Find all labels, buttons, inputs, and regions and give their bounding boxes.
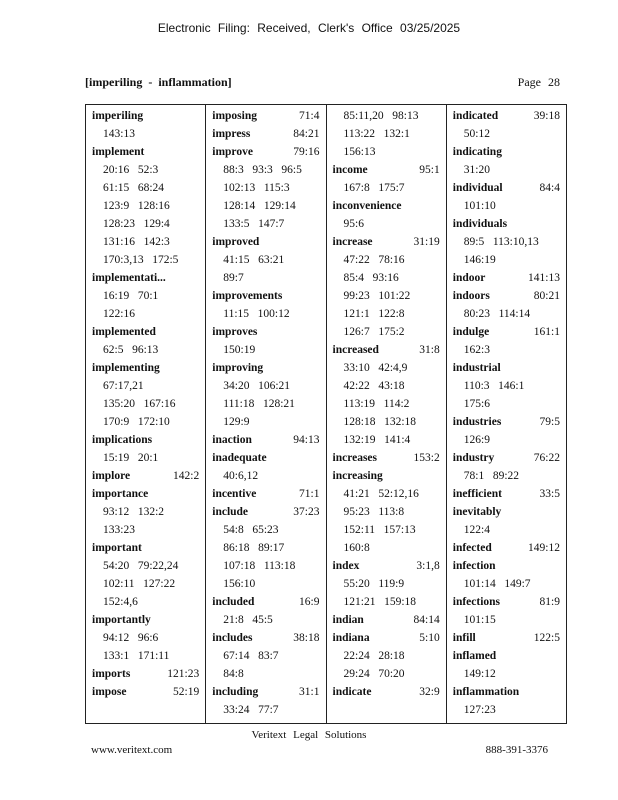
index-first-reference: 142:2 <box>173 470 200 482</box>
index-entry <box>212 485 319 503</box>
index-entry-header <box>92 611 199 629</box>
index-page-references: 113:22 132:1 <box>343 128 410 140</box>
index-entry-header <box>453 323 560 341</box>
index-term: implementati... <box>92 272 166 284</box>
index-page-references: 132:19 141:4 <box>343 434 411 446</box>
index-entry-header <box>212 485 319 503</box>
page-number: Page 28 <box>517 75 560 89</box>
index-term: imperiling <box>92 110 144 122</box>
word-index-grid <box>85 104 567 724</box>
index-column-1 <box>86 105 206 723</box>
index-page-references: 111:18 128:21 <box>223 398 295 410</box>
index-page-references: 93:12 132:2 <box>103 506 165 518</box>
index-page-references: 152:4,6 <box>103 596 138 608</box>
index-entry <box>92 683 199 701</box>
index-first-reference: 31:1 <box>299 686 320 698</box>
index-entry <box>92 323 199 359</box>
index-page-references: 99:23 101:22 <box>343 290 411 302</box>
index-term: index <box>332 560 360 572</box>
index-entry-header <box>453 449 560 467</box>
index-entry-header <box>92 683 199 701</box>
index-page-references: 126:7 175:2 <box>343 326 405 338</box>
index-entry-header <box>92 665 199 683</box>
index-entry <box>92 485 199 539</box>
index-entry-header <box>212 431 319 449</box>
index-entry-header <box>453 557 560 575</box>
index-page-references: 41:15 63:21 <box>223 254 285 266</box>
index-entry <box>212 125 319 143</box>
index-entry <box>453 107 560 143</box>
index-entry-header <box>333 341 440 359</box>
index-page-references: 84:8 <box>223 668 244 680</box>
index-page-references: 94:12 96:6 <box>103 632 159 644</box>
index-entry <box>453 323 560 359</box>
index-page-references: 128:14 129:14 <box>223 200 296 212</box>
index-term: increase <box>332 236 373 248</box>
index-page-references: 89:7 <box>223 272 244 284</box>
index-entry <box>333 161 440 197</box>
index-entry-header <box>212 629 319 647</box>
index-entry <box>453 485 560 503</box>
index-entry-header <box>453 503 560 521</box>
index-first-reference: 84:4 <box>539 182 560 194</box>
index-term: inaction <box>212 434 252 446</box>
index-entry <box>92 431 199 467</box>
index-page-references: 54:8 65:23 <box>223 524 279 536</box>
index-term: impress <box>212 128 251 140</box>
index-entry-header <box>92 539 199 557</box>
index-term: infection <box>452 560 496 572</box>
index-entry-header <box>453 287 560 305</box>
index-column-3 <box>327 105 447 723</box>
index-page-references: 156:13 <box>343 146 376 158</box>
index-term: income <box>332 164 368 176</box>
index-page-references: 121:1 122:8 <box>343 308 405 320</box>
index-entry <box>333 611 440 629</box>
index-term: inflammation <box>452 686 520 698</box>
index-entry <box>92 107 199 143</box>
index-page-references: 33:24 77:7 <box>223 704 279 716</box>
index-first-reference: 52:19 <box>173 686 200 698</box>
index-page-references: 101:15 <box>463 614 496 626</box>
index-page-references: 78:1 89:22 <box>463 470 520 482</box>
index-page-references: 113:19 114:2 <box>343 398 410 410</box>
index-first-reference: 81:9 <box>539 596 560 608</box>
index-first-reference: 31:19 <box>413 236 440 248</box>
index-entry-header <box>333 611 440 629</box>
index-page-references: 41:21 52:12,16 <box>343 488 419 500</box>
index-page-references: 61:15 68:24 <box>103 182 165 194</box>
index-page-references: 122:16 <box>103 308 135 320</box>
index-term: indoors <box>452 290 490 302</box>
index-page-references: 54:20 79:22,24 <box>103 560 179 572</box>
index-term: imports <box>92 668 131 680</box>
index-entry-header <box>212 107 319 125</box>
index-first-reference: 84:21 <box>293 128 320 140</box>
index-entry-header <box>212 125 319 143</box>
index-entry-header <box>333 161 440 179</box>
index-entry <box>333 683 440 701</box>
index-entry-header <box>453 629 560 647</box>
index-entry-header <box>453 143 560 161</box>
index-page-references: 156:10 <box>223 578 256 590</box>
index-entry <box>212 233 319 287</box>
index-entry <box>212 593 319 629</box>
index-first-reference: 80:21 <box>533 290 560 302</box>
index-column-4 <box>447 105 566 723</box>
index-page-references: 110:3 146:1 <box>463 380 525 392</box>
index-entry <box>333 233 440 341</box>
index-entry-header <box>92 269 199 287</box>
index-term: impose <box>92 686 127 698</box>
index-term: inadequate <box>212 452 267 464</box>
index-term: industry <box>452 452 495 464</box>
index-term: inflamed <box>452 650 497 662</box>
index-entry <box>333 341 440 449</box>
index-first-reference: 95:1 <box>419 164 440 176</box>
index-first-reference: 79:5 <box>539 416 560 428</box>
index-term: importance <box>92 488 149 500</box>
index-page-references: 102:13 115:3 <box>223 182 290 194</box>
index-page-references: 146:19 <box>463 254 496 266</box>
index-first-reference: 141:13 <box>528 272 560 284</box>
index-entry <box>212 449 319 485</box>
index-page-references: 101:10 <box>463 200 496 212</box>
index-entry-header <box>92 467 199 485</box>
index-term: indiana <box>332 632 370 644</box>
index-term: infected <box>452 542 492 554</box>
index-page-references: 21:8 45:5 <box>223 614 273 626</box>
index-entry-header <box>453 647 560 665</box>
index-first-reference: 84:14 <box>413 614 440 626</box>
index-page-references: 29:24 70:20 <box>343 668 405 680</box>
index-page-references: 143:13 <box>103 128 135 140</box>
index-page-references: 107:18 113:18 <box>223 560 296 572</box>
index-entry <box>212 107 319 125</box>
index-page-references: 133:23 <box>103 524 135 536</box>
index-entry-header <box>333 233 440 251</box>
index-entry <box>453 683 560 719</box>
index-page-references: 86:18 89:17 <box>223 542 285 554</box>
index-entry-header <box>212 503 319 521</box>
index-page-references: 67:17,21 <box>103 380 144 392</box>
index-first-reference: 31:8 <box>419 344 440 356</box>
index-entry-header <box>92 143 199 161</box>
index-page-references: 95:23 113:8 <box>343 506 405 518</box>
index-term: inconvenience <box>332 200 402 212</box>
index-entry <box>453 413 560 449</box>
index-page-references: 62:5 96:13 <box>103 344 159 356</box>
footer-company: Veritext Legal Solutions <box>251 729 367 741</box>
index-entry <box>453 449 560 485</box>
index-term: increases <box>332 452 378 464</box>
index-entry <box>333 467 440 557</box>
index-page-references: 31:20 <box>463 164 490 176</box>
index-page-references: 34:20 106:21 <box>223 380 291 392</box>
index-page-references: 122:4 <box>463 524 490 536</box>
index-page-references: 88:3 93:3 96:5 <box>223 164 302 176</box>
index-entry-header <box>212 359 319 377</box>
index-term: industries <box>452 416 502 428</box>
index-first-reference: 16:9 <box>299 596 320 608</box>
index-term: individuals <box>452 218 508 230</box>
index-entry-header <box>453 179 560 197</box>
index-entry <box>212 629 319 683</box>
index-page-references: 22:24 28:18 <box>343 650 405 662</box>
index-page-references: 101:14 149:7 <box>463 578 531 590</box>
index-page-references: 40:6,12 <box>223 470 259 482</box>
index-entry <box>92 539 199 611</box>
index-entry-header <box>212 323 319 341</box>
index-term: incentive <box>212 488 257 500</box>
index-first-reference: 33:5 <box>539 488 560 500</box>
index-entry-header <box>212 233 319 251</box>
index-term: improved <box>212 236 260 248</box>
index-term: improvements <box>212 290 283 302</box>
index-entry-header <box>333 449 440 467</box>
index-entry-header <box>212 287 319 305</box>
filing-stamp: Electronic Filing: Received, Clerk's Office 03/25/2025 <box>157 21 461 35</box>
index-entry <box>453 593 560 629</box>
index-column-2 <box>206 105 326 723</box>
index-term: individual <box>452 182 503 194</box>
index-term: important <box>92 542 142 554</box>
index-entry <box>453 143 560 179</box>
index-entry <box>333 449 440 467</box>
index-term: implement <box>92 146 145 158</box>
index-page-references: 89:5 113:10,13 <box>463 236 539 248</box>
index-page-references: 133:5 147:7 <box>223 218 285 230</box>
index-entry-header <box>453 269 560 287</box>
index-page-references: 133:1 171:11 <box>103 650 170 662</box>
index-entry-header <box>453 683 560 701</box>
index-page-references: 121:21 159:18 <box>343 596 417 608</box>
index-page-references: 42:22 43:18 <box>343 380 405 392</box>
index-page-references: 85:4 93:16 <box>343 272 399 284</box>
index-page-references: 123:9 128:16 <box>103 200 170 212</box>
index-entry-header <box>92 431 199 449</box>
footer-phone: 888-391-3376 <box>485 744 548 756</box>
index-term: importantly <box>92 614 151 626</box>
index-term: inevitably <box>452 506 502 518</box>
index-term: implore <box>92 470 131 482</box>
index-range-label: [imperiling - inflammation] <box>85 75 232 89</box>
index-entry-header <box>453 593 560 611</box>
index-page-references: 50:12 <box>463 128 490 140</box>
index-entry-header <box>92 485 199 503</box>
index-first-reference: 3:1,8 <box>416 560 440 572</box>
index-entry <box>92 665 199 683</box>
index-first-reference: 121:23 <box>167 668 200 680</box>
index-entry-header <box>333 683 440 701</box>
index-term: includes <box>212 632 253 644</box>
index-first-reference: 37:23 <box>293 506 320 518</box>
index-page-references: 170:9 172:10 <box>103 416 170 428</box>
index-entry <box>453 269 560 287</box>
index-term: indoor <box>452 272 486 284</box>
index-term: imposing <box>212 110 257 122</box>
index-term: indian <box>332 614 364 626</box>
index-term: including <box>212 686 259 698</box>
index-page-references: 95:6 <box>343 218 364 230</box>
index-entry-header <box>333 629 440 647</box>
index-first-reference: 161:1 <box>533 326 560 338</box>
index-term: indicated <box>452 110 499 122</box>
index-page-references: 149:12 <box>463 668 496 680</box>
index-page-references: 131:16 142:3 <box>103 236 170 248</box>
index-first-reference: 5:10 <box>419 632 440 644</box>
index-entry <box>453 539 560 557</box>
index-term: inefficient <box>452 488 502 500</box>
index-page-references: 129:9 <box>223 416 250 428</box>
index-term: indicate <box>332 686 372 698</box>
index-entry-header <box>333 557 440 575</box>
index-entry-header <box>92 107 199 125</box>
index-entry-header <box>453 413 560 431</box>
index-page-references: 85:11,20 98:13 <box>343 110 419 122</box>
index-page-references: 47:22 78:16 <box>343 254 405 266</box>
index-entry <box>212 287 319 323</box>
index-page-references: 135:20 167:16 <box>103 398 176 410</box>
index-first-reference: 94:13 <box>293 434 320 446</box>
index-entry <box>333 557 440 611</box>
index-entry-header <box>333 467 440 485</box>
index-page-references: 126:9 <box>463 434 490 446</box>
index-entry <box>453 179 560 215</box>
index-entry-header <box>212 449 319 467</box>
index-page-references: 33:10 42:4,9 <box>343 362 408 374</box>
index-entry <box>92 611 199 665</box>
index-page-references: 150:19 <box>223 344 256 356</box>
index-entry <box>92 359 199 431</box>
index-entry-header <box>453 107 560 125</box>
index-term: implementing <box>92 362 160 374</box>
index-term: improve <box>212 146 253 158</box>
index-entry <box>92 269 199 323</box>
index-term: implications <box>92 434 153 446</box>
index-term: increasing <box>332 470 383 482</box>
index-entry <box>212 323 319 359</box>
index-page-references: 80:23 114:14 <box>463 308 531 320</box>
index-first-reference: 71:1 <box>299 488 320 500</box>
index-page-references: 16:19 70:1 <box>103 290 159 302</box>
footer-website: www.veritext.com <box>91 744 173 756</box>
index-term: indulge <box>452 326 490 338</box>
index-page-references: 160:8 <box>343 542 370 554</box>
index-entry-header <box>212 683 319 701</box>
index-page-references: 128:18 132:18 <box>343 416 417 428</box>
index-first-reference: 149:12 <box>528 542 560 554</box>
index-first-reference: 71:4 <box>299 110 320 122</box>
index-entry <box>333 629 440 683</box>
index-entry <box>453 215 560 269</box>
index-page-references: 67:14 83:7 <box>223 650 279 662</box>
index-entry <box>212 359 319 431</box>
index-term: improves <box>212 326 258 338</box>
index-page-references: 167:8 175:7 <box>343 182 405 194</box>
index-entry <box>92 143 199 269</box>
index-page-references: 127:23 <box>463 704 496 716</box>
index-term: infections <box>452 596 501 608</box>
index-entry-header <box>453 359 560 377</box>
index-page-references: 152:11 157:13 <box>343 524 416 536</box>
index-entry <box>212 431 319 449</box>
index-entry-header <box>453 485 560 503</box>
index-entry-header <box>92 323 199 341</box>
index-entry <box>212 143 319 233</box>
index-entry <box>212 503 319 593</box>
index-page-references: 170:3,13 172:5 <box>103 254 179 266</box>
index-page-references: 20:16 52:3 <box>103 164 159 176</box>
index-term: included <box>212 596 255 608</box>
index-first-reference: 32:9 <box>419 686 440 698</box>
index-entry <box>453 557 560 593</box>
index-page-references: 15:19 20:1 <box>103 452 159 464</box>
index-term: industrial <box>452 362 501 374</box>
index-term: include <box>212 506 249 518</box>
index-entry-header <box>212 143 319 161</box>
index-first-reference: 153:2 <box>413 452 440 464</box>
index-first-reference: 38:18 <box>293 632 320 644</box>
index-term: infill <box>452 632 476 644</box>
index-term: increased <box>332 344 379 356</box>
index-first-reference: 76:22 <box>533 452 560 464</box>
index-first-reference: 79:16 <box>293 146 320 158</box>
index-entry <box>212 683 319 719</box>
index-page-references: 55:20 119:9 <box>343 578 405 590</box>
index-term: improving <box>212 362 264 374</box>
index-entry <box>453 629 560 647</box>
index-entry-header <box>212 593 319 611</box>
index-entry <box>453 647 560 683</box>
index-entry-header <box>453 215 560 233</box>
index-entry <box>92 467 199 485</box>
index-term: implemented <box>92 326 156 338</box>
index-entry-header <box>92 359 199 377</box>
index-page-references: 128:23 129:4 <box>103 218 170 230</box>
index-page-references: 11:15 100:12 <box>223 308 290 320</box>
index-first-reference: 122:5 <box>533 632 560 644</box>
index-entry-header <box>333 197 440 215</box>
index-page-references: 175:6 <box>463 398 490 410</box>
index-entry <box>453 359 560 413</box>
index-entry <box>453 503 560 539</box>
index-first-reference: 39:18 <box>533 110 560 122</box>
index-page-references: 102:11 127:22 <box>103 578 176 590</box>
index-term: indicating <box>452 146 502 158</box>
index-entry <box>453 287 560 323</box>
index-entry <box>333 197 440 233</box>
index-entry-header <box>453 539 560 557</box>
index-entry <box>333 107 440 161</box>
index-page-references: 162:3 <box>463 344 490 356</box>
